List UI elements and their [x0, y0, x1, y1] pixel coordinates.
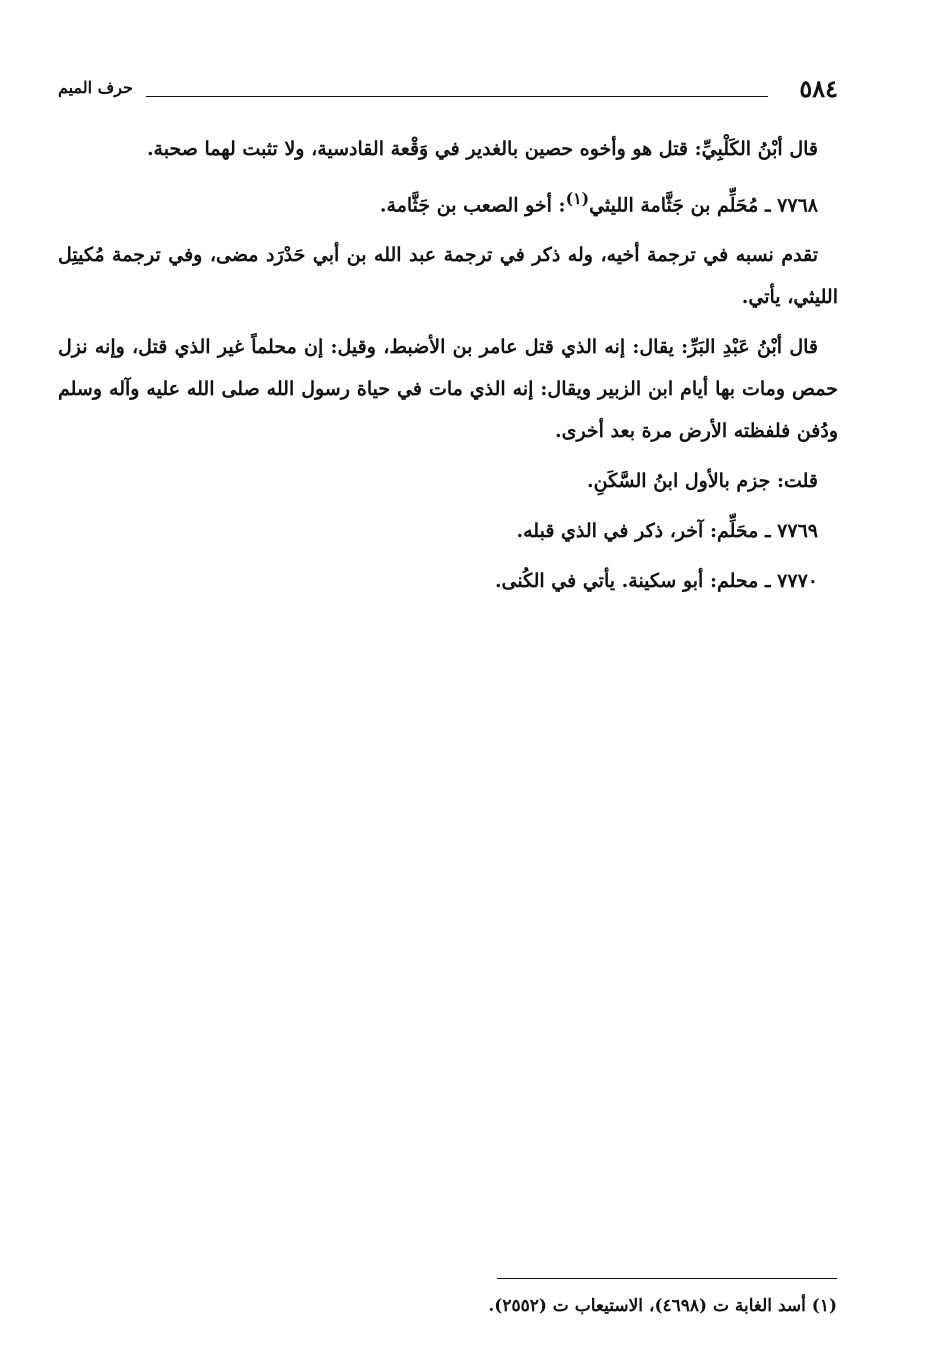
- paragraph-author-note: قلت: جزم بالأول ابنُ السَّكَنِ.: [586, 470, 818, 493]
- entry-description: : آخر، ذكر في الذي قبله.: [516, 520, 717, 543]
- main-text: [58, 128, 838, 610]
- paragraph-kalbi-quote: قال أبْنُ الكَلْبِيِّ: قتل هو وأخوه حصين بالغدير في وَقْعة القادسية، ولا تثبت لهما صحبة.: [146, 138, 818, 160]
- entry-name: مُحَلِّم بن جَثَّامة الليثي: [589, 194, 759, 217]
- entry-name: محَلِّم: [716, 520, 759, 543]
- entry-7768: [58, 178, 838, 226]
- page-number: ٥٨٤: [799, 74, 838, 103]
- entry-description: : أخو الصعب بن جَثَّامة.: [379, 194, 566, 217]
- entry-description: : أبو سكينة. يأتي في الكُنى.: [494, 570, 717, 593]
- header-rule: [146, 96, 768, 97]
- running-head: حرف الميم: [58, 78, 133, 97]
- entry-name: محلم: [716, 570, 759, 593]
- page-header: [58, 74, 838, 108]
- paragraph-lineage: تقدم نسبه في ترجمة أخيه، وله ذكر في ترجمة عبد الله بن أبي حَدْرَد مضى، وفي ترجمة مُكيتِل الليثي، يأتي.: [58, 244, 838, 309]
- entry-7770: [58, 560, 838, 602]
- entry-number: ٧٧٧٠ ـ: [764, 570, 818, 593]
- footnote: (١) أسد الغابة ت (٤٦٩٨)، الاستيعاب ت (٢٥٥٢).: [488, 1296, 837, 1316]
- entry-number: ٧٧٦٨ ـ: [764, 194, 818, 217]
- entry-number: ٧٧٦٩ ـ: [764, 520, 818, 543]
- footnote-rule: [497, 1278, 837, 1279]
- entry-7769: [58, 510, 838, 552]
- footnote-reference: (١): [565, 189, 590, 208]
- paragraph-ibn-abd-al-barr: قال أبْنُ عَبْدِ البَرِّ: يقال: إنه الذي قتل عامر بن الأضبط، وقيل: إن محلماً غير الذي قتل، وإنه نزل حمص ومات بها أيام ابن الزبير ويقال: إنه الذي مات في حياة رسول الله صلى الله عليه وآله وسلم ودُفن فلفظته الأرض مرة بعد أخرى.: [58, 336, 838, 443]
